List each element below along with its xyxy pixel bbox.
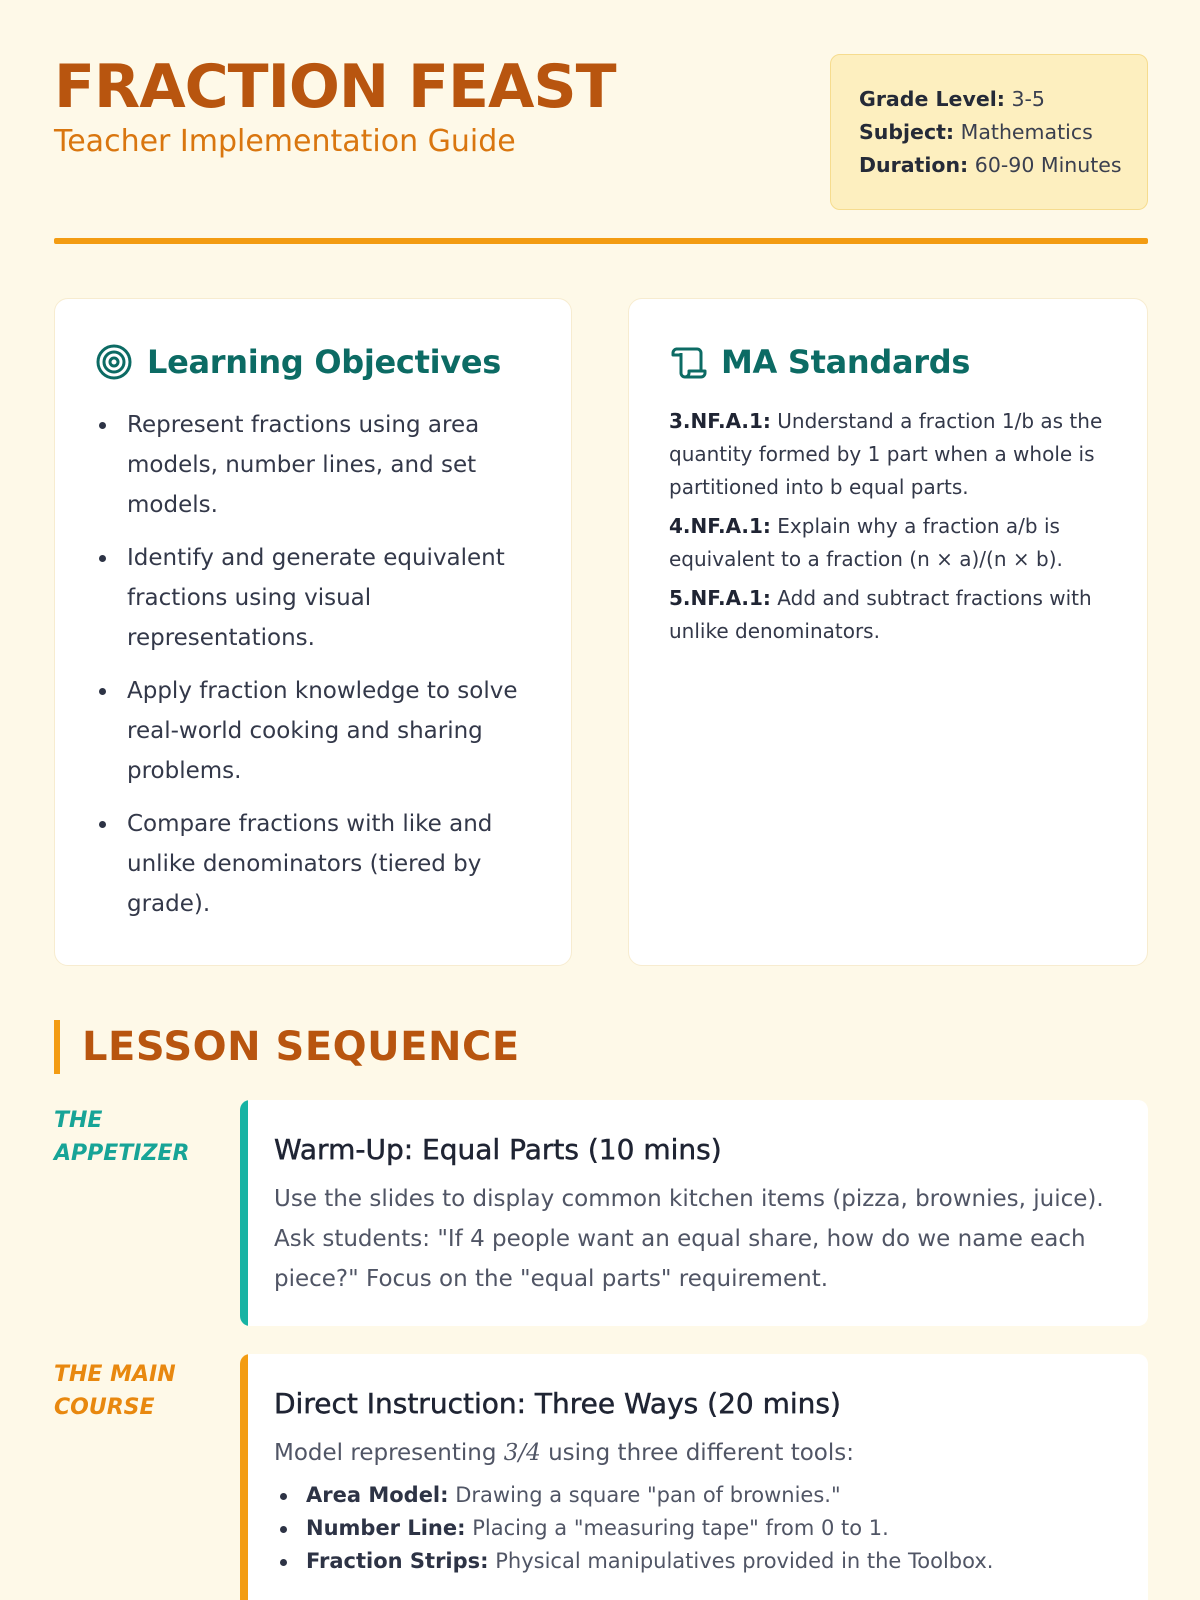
standard-text: Understand a fraction 1/b as the quantity formed by 1 part when a whole is partitioned into b equal parts. — [669, 409, 1103, 499]
meta-duration — [859, 149, 1147, 182]
lesson-meta-box — [830, 54, 1148, 210]
card-title: Learning Objectives — [147, 343, 501, 381]
meta-label: Grade Level: — [859, 87, 1005, 111]
objectives-list — [95, 405, 535, 924]
list-item: Compare fractions with like and unlike denominators (tiered by grade). — [95, 804, 535, 924]
card-header — [669, 341, 1111, 383]
card-header — [95, 341, 535, 383]
tool-text: Placing a "measuring tape" from 0 to 1. — [472, 1516, 889, 1540]
intro-fraction: 3/4 — [503, 1440, 541, 1466]
tool-term: Area Model: — [306, 1483, 449, 1507]
section-title: LESSON SEQUENCE — [82, 1024, 520, 1070]
list-item: Represent fractions using area models, number lines, and set models. — [95, 405, 535, 525]
standard-text: Explain why a fraction a/b is equivalent to a fraction (n × a)/(n × b). — [669, 514, 1063, 571]
step-title: Direct Instruction: Three Ways (20 mins) — [274, 1387, 841, 1420]
step-card-direct-instruction — [240, 1354, 1148, 1600]
phase-label-appetizer: THE APPETIZER — [54, 1108, 190, 1166]
guide-page — [54, 0, 1148, 1600]
step-intro — [274, 1433, 1122, 1473]
tools-list — [274, 1479, 1122, 1578]
standard-code: 4.NF.A.1: — [669, 514, 771, 538]
header — [54, 52, 1148, 212]
standard-code: 5.NF.A.1: — [669, 586, 771, 610]
lesson-sequence-header — [54, 1020, 520, 1074]
card-title: MA Standards — [721, 343, 971, 381]
standard-text: Add and subtract fractions with unlike denominators. — [669, 586, 1092, 643]
page-title: FRACTION FEAST — [54, 52, 616, 122]
step-card-warm-up — [240, 1100, 1148, 1326]
step-accent-bar — [240, 1100, 248, 1326]
step-title: Warm-Up: Equal Parts (10 mins) — [274, 1133, 722, 1166]
list-item: Apply fraction knowledge to solve real-world cooking and sharing problems. — [95, 671, 535, 791]
page-subtitle: Teacher Implementation Guide — [54, 124, 516, 159]
list-item — [274, 1545, 1122, 1578]
step-accent-bar — [240, 1354, 248, 1600]
list-item — [274, 1512, 1122, 1545]
ma-standards-card — [628, 298, 1148, 966]
meta-grade-level — [859, 83, 1147, 116]
tool-text: Drawing a square "pan of brownies." — [455, 1483, 841, 1507]
standard-item — [669, 582, 1111, 648]
section-accent-bar — [54, 1020, 60, 1074]
intro-text: Model representing — [274, 1440, 504, 1466]
learning-objectives-card — [54, 298, 572, 966]
meta-subject — [859, 116, 1147, 149]
list-item — [274, 1479, 1122, 1512]
phase-label-main-course: THE MAIN COURSE — [54, 1362, 176, 1420]
tool-term: Fraction Strips: — [306, 1549, 489, 1573]
standard-item — [669, 405, 1111, 504]
meta-label: Subject: — [859, 120, 955, 144]
step-body: Use the slides to display common kitchen items (pizza, brownies, juice). Ask students: "If 4 people want an equal share, how do we name each piece?" Focus on the "equal parts" requirement. — [274, 1186, 1104, 1292]
tool-text: Physical manipulatives provided in the Toolbox. — [495, 1549, 994, 1573]
list-item: Identify and generate equivalent fractions using visual representations. — [95, 538, 535, 658]
intro-text: using three different tools: — [540, 1440, 854, 1466]
meta-value: 3-5 — [1011, 87, 1045, 111]
header-divider — [54, 238, 1148, 244]
scroll-icon — [669, 343, 707, 381]
standard-code: 3.NF.A.1: — [669, 409, 771, 433]
meta-label: Duration: — [859, 153, 969, 177]
target-icon — [95, 343, 133, 381]
tool-term: Number Line: — [306, 1516, 466, 1540]
meta-value: 60-90 Minutes — [974, 153, 1122, 177]
standard-item — [669, 510, 1111, 576]
meta-value: Mathematics — [960, 120, 1093, 144]
